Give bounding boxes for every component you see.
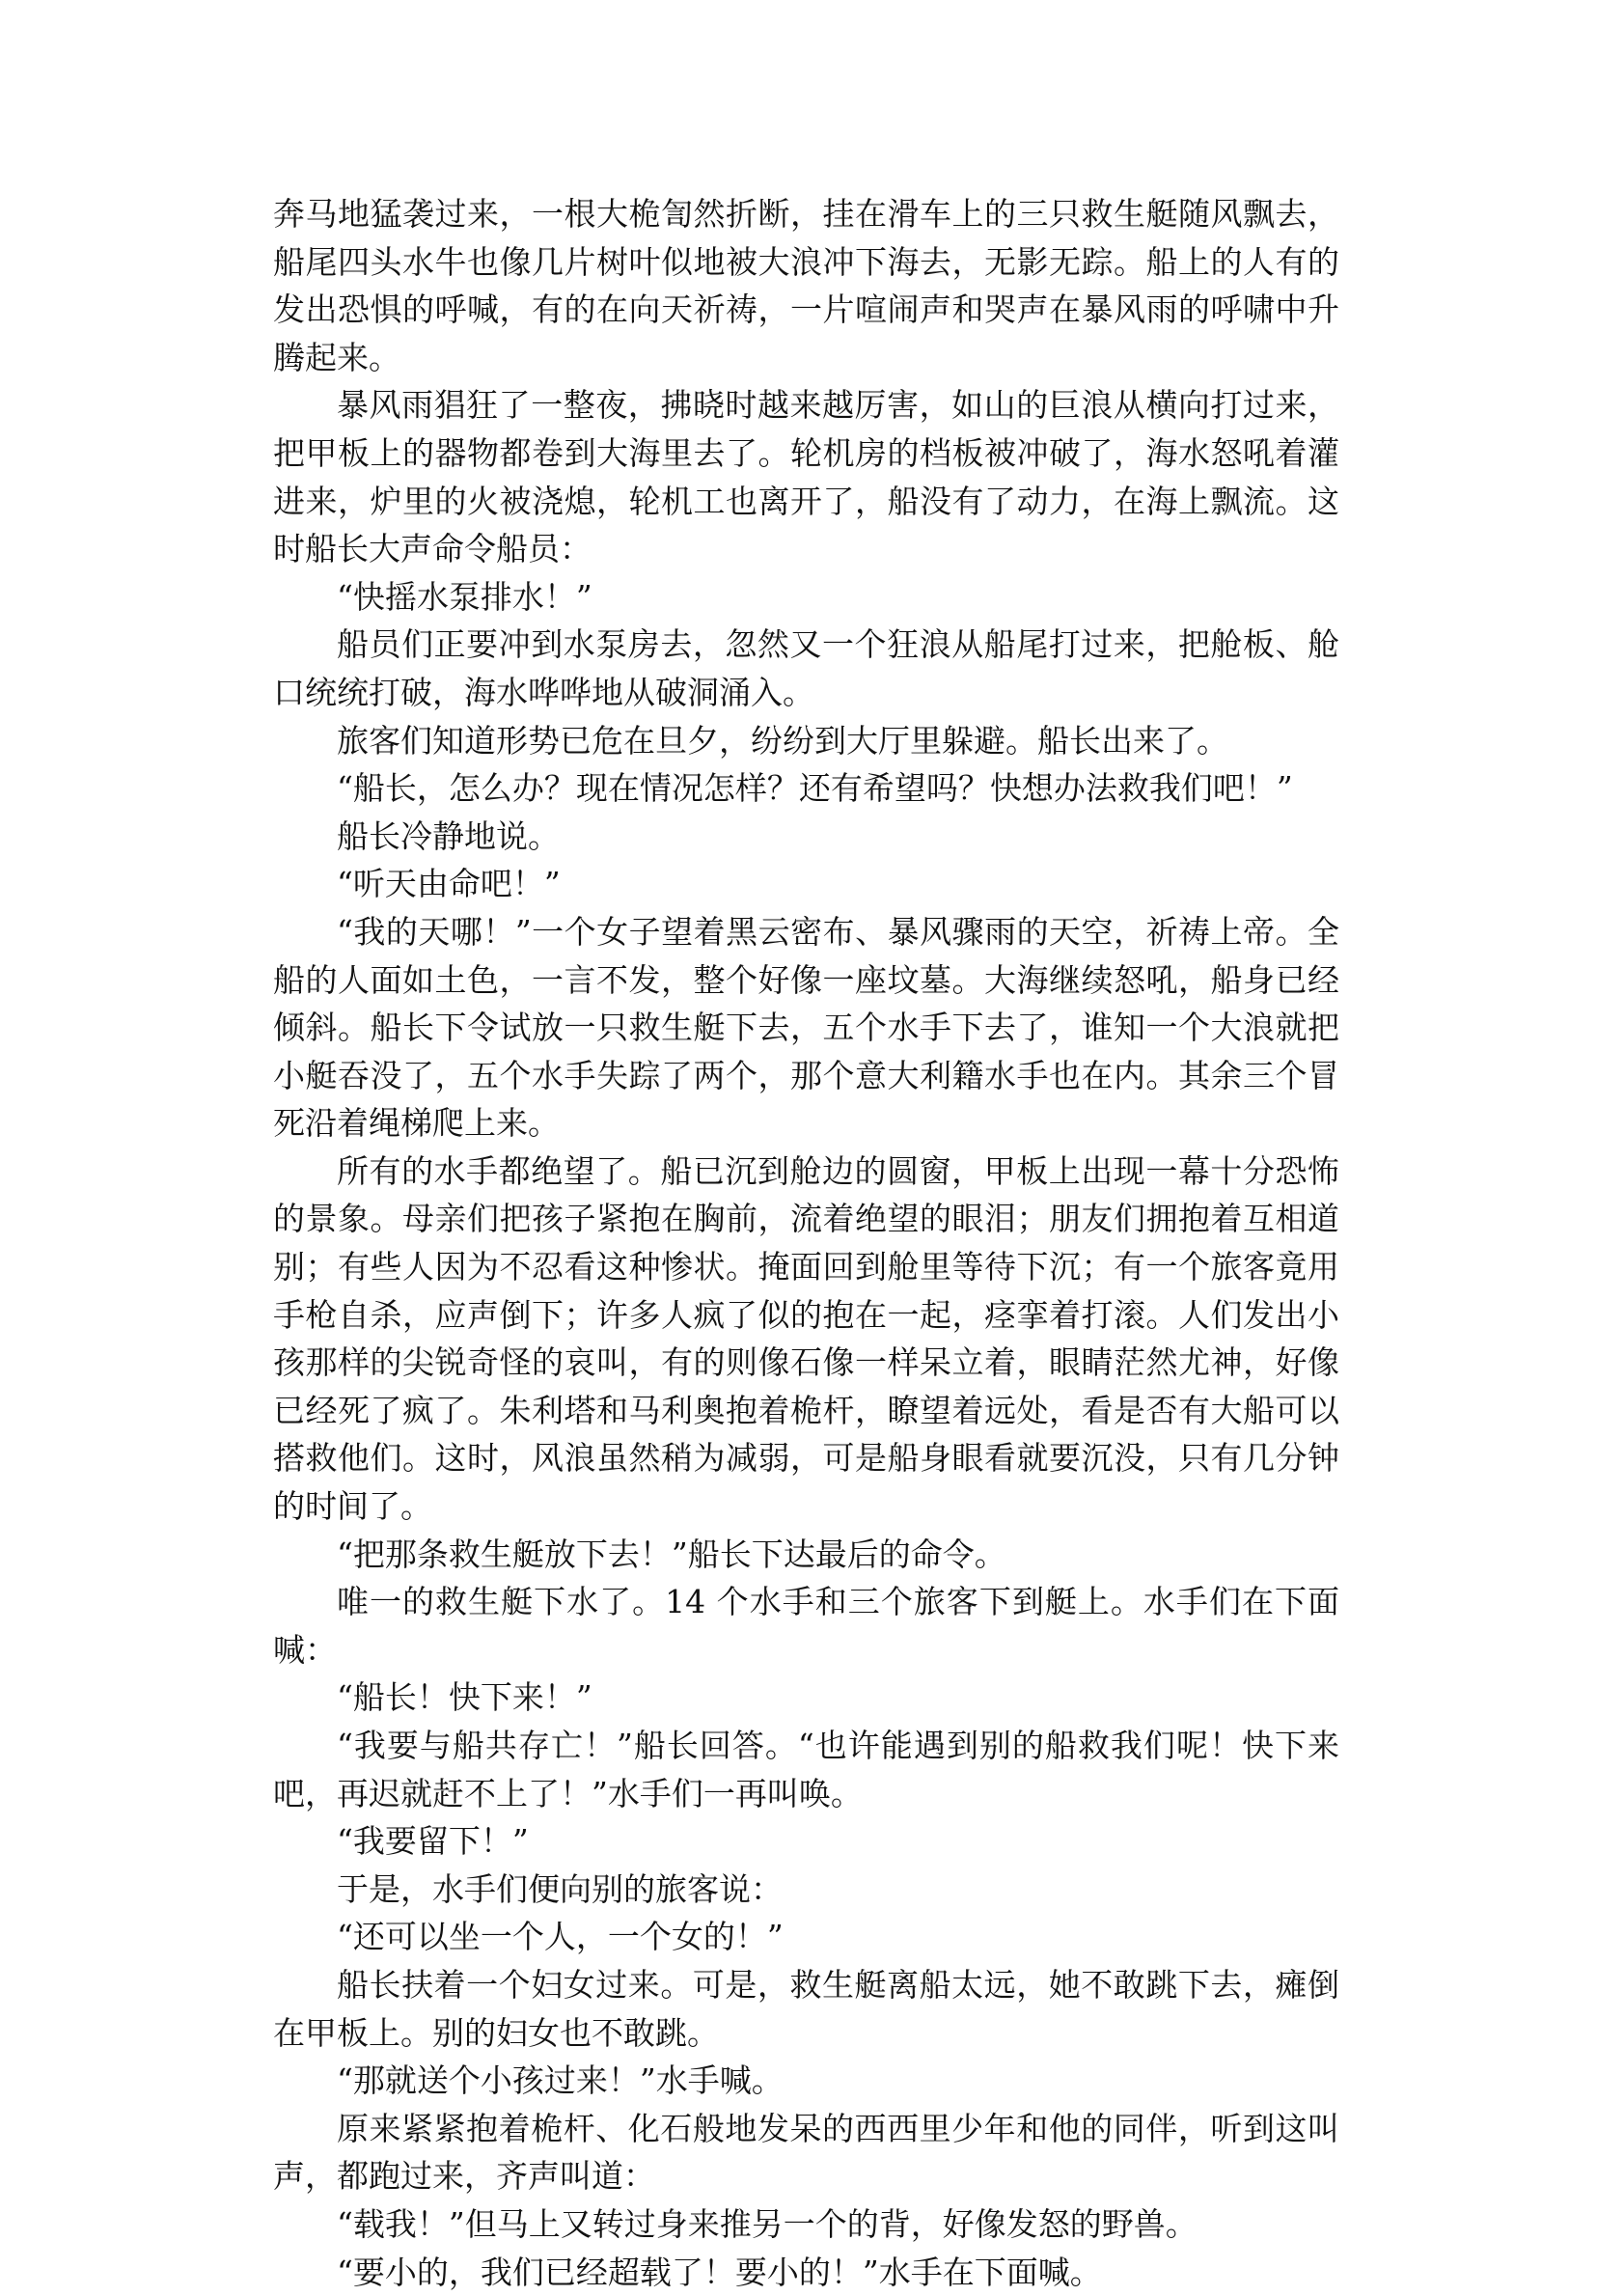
paragraph: “船长！快下来！” <box>337 1678 592 1717</box>
paragraph: “那就送个小孩过来！”水手喊。 <box>337 2061 784 2100</box>
paragraph: “要小的，我们已经超载了！要小的！”水手在下面喊。 <box>337 2253 1102 2291</box>
paragraph: “快摇水泵排水！” <box>337 577 592 616</box>
paragraph: “听天由命吧！” <box>337 865 561 903</box>
document-body <box>273 190 1339 2296</box>
paragraph: “我要与船共存亡！”船长回答。“也许能遇到别的船救我们呢！快下来吧，再迟就赶不上了！”水手们一再叫唤。 <box>273 1727 1339 1812</box>
paragraph: 唯一的救生艇下水了。14 个水手和三个旅客下到艇上。水手们在下面喊： <box>273 1583 1339 1669</box>
paragraph: 船长冷静地说。 <box>337 816 560 855</box>
paragraph: “还可以坐一个人，一个女的！” <box>337 1918 784 1956</box>
paragraph: 奔马地猛袭过来，一根大桅訇然折断，挂在滑车上的三只救生艇随风飘去，船尾四头水牛也像几片树叶似地被大浪冲下海去，无影无踪。船上的人有的发出恐惧的呼喊，有的在向天祈祷，一片喧闹声和哭声在暴风雨的呼啸中升腾起来。 <box>273 195 1339 376</box>
paragraph: 旅客们知道形势已危在旦夕，纷纷到大厅里躲避。船长出来了。 <box>337 721 1228 760</box>
paragraph: 所有的水手都绝望了。船已沉到舱边的圆窗，甲板上出现一幕十分恐怖的景象。母亲们把孩子紧抱在胸前，流着绝望的眼泪；朋友们拥抱着互相道别；有些人因为不忍看这种惨状。掩面回到舱里等待下沉；有一个旅客竟用手枪自杀，应声倒下；许多人疯了似的抱在一起，痉挛着打滚。人们发出小孩那样的尖锐奇怪的哀叫，有的则像石像一样呆立着，眼睛茫然尤神，好像已经死了疯了。朱利塔和马利奥抱着桅杆，瞭望着远处，看是否有大船可以搭救他们。这时，风浪虽然稍为减弱，可是船身眼看就要沉没，只有几分钟的时间了。 <box>273 1151 1339 1526</box>
paragraph: “我的天哪！”一个女子望着黑云密布、暴风骤雨的天空，祈祷上帝。全船的人面如土色，一言不发，整个好像一座坟墓。大海继续怒吼，船身已经倾斜。船长下令试放一只救生艇下去，五个水手下去了，谁知一个大浪就把小艇吞没了，五个水手失踪了两个，那个意大利籍水手也在内。其余三个冒死沿着绳梯爬上来。 <box>273 912 1339 1143</box>
paragraph: 于是，水手们便向别的旅客说： <box>337 1869 783 1908</box>
paragraph: “载我！”但马上又转过身来推另一个的背，好像发怒的野兽。 <box>337 2204 1198 2243</box>
paragraph: “把那条救生艇放下去！”船长下达最后的命令。 <box>337 1535 1006 1573</box>
paragraph: 暴风雨猖狂了一整夜，拂晓时越来越厉害，如山的巨浪从横向打过来，把甲板上的器物都卷到大海里去了。轮机房的档板被冲破了，海水怒吼着灌进来，炉里的火被浇熄，轮机工也离开了，船没有了动力，在海上飘流。这时船长大声命令船员： <box>273 386 1339 568</box>
paragraph: 原来紧紧抱着桅杆、化石般地发呆的西西里少年和他的同伴，听到这叫声，都跑过来，齐声叫道： <box>273 2109 1339 2196</box>
paragraph: 船员们正要冲到水泵房去，忽然又一个狂浪从船尾打过来，把舱板、舱口统统打破，海水哗哗地从破洞涌入。 <box>273 625 1339 711</box>
paragraph: 船长扶着一个妇女过来。可是，救生艇离船太远，她不敢跳下去，瘫倒在甲板上。别的妇女也不敢跳。 <box>273 1965 1339 2052</box>
paragraph: “我要留下！” <box>337 1822 529 1861</box>
paragraph: “船长，怎么办？现在情况怎样？还有希望吗？快想办法救我们吧！” <box>337 769 1293 808</box>
